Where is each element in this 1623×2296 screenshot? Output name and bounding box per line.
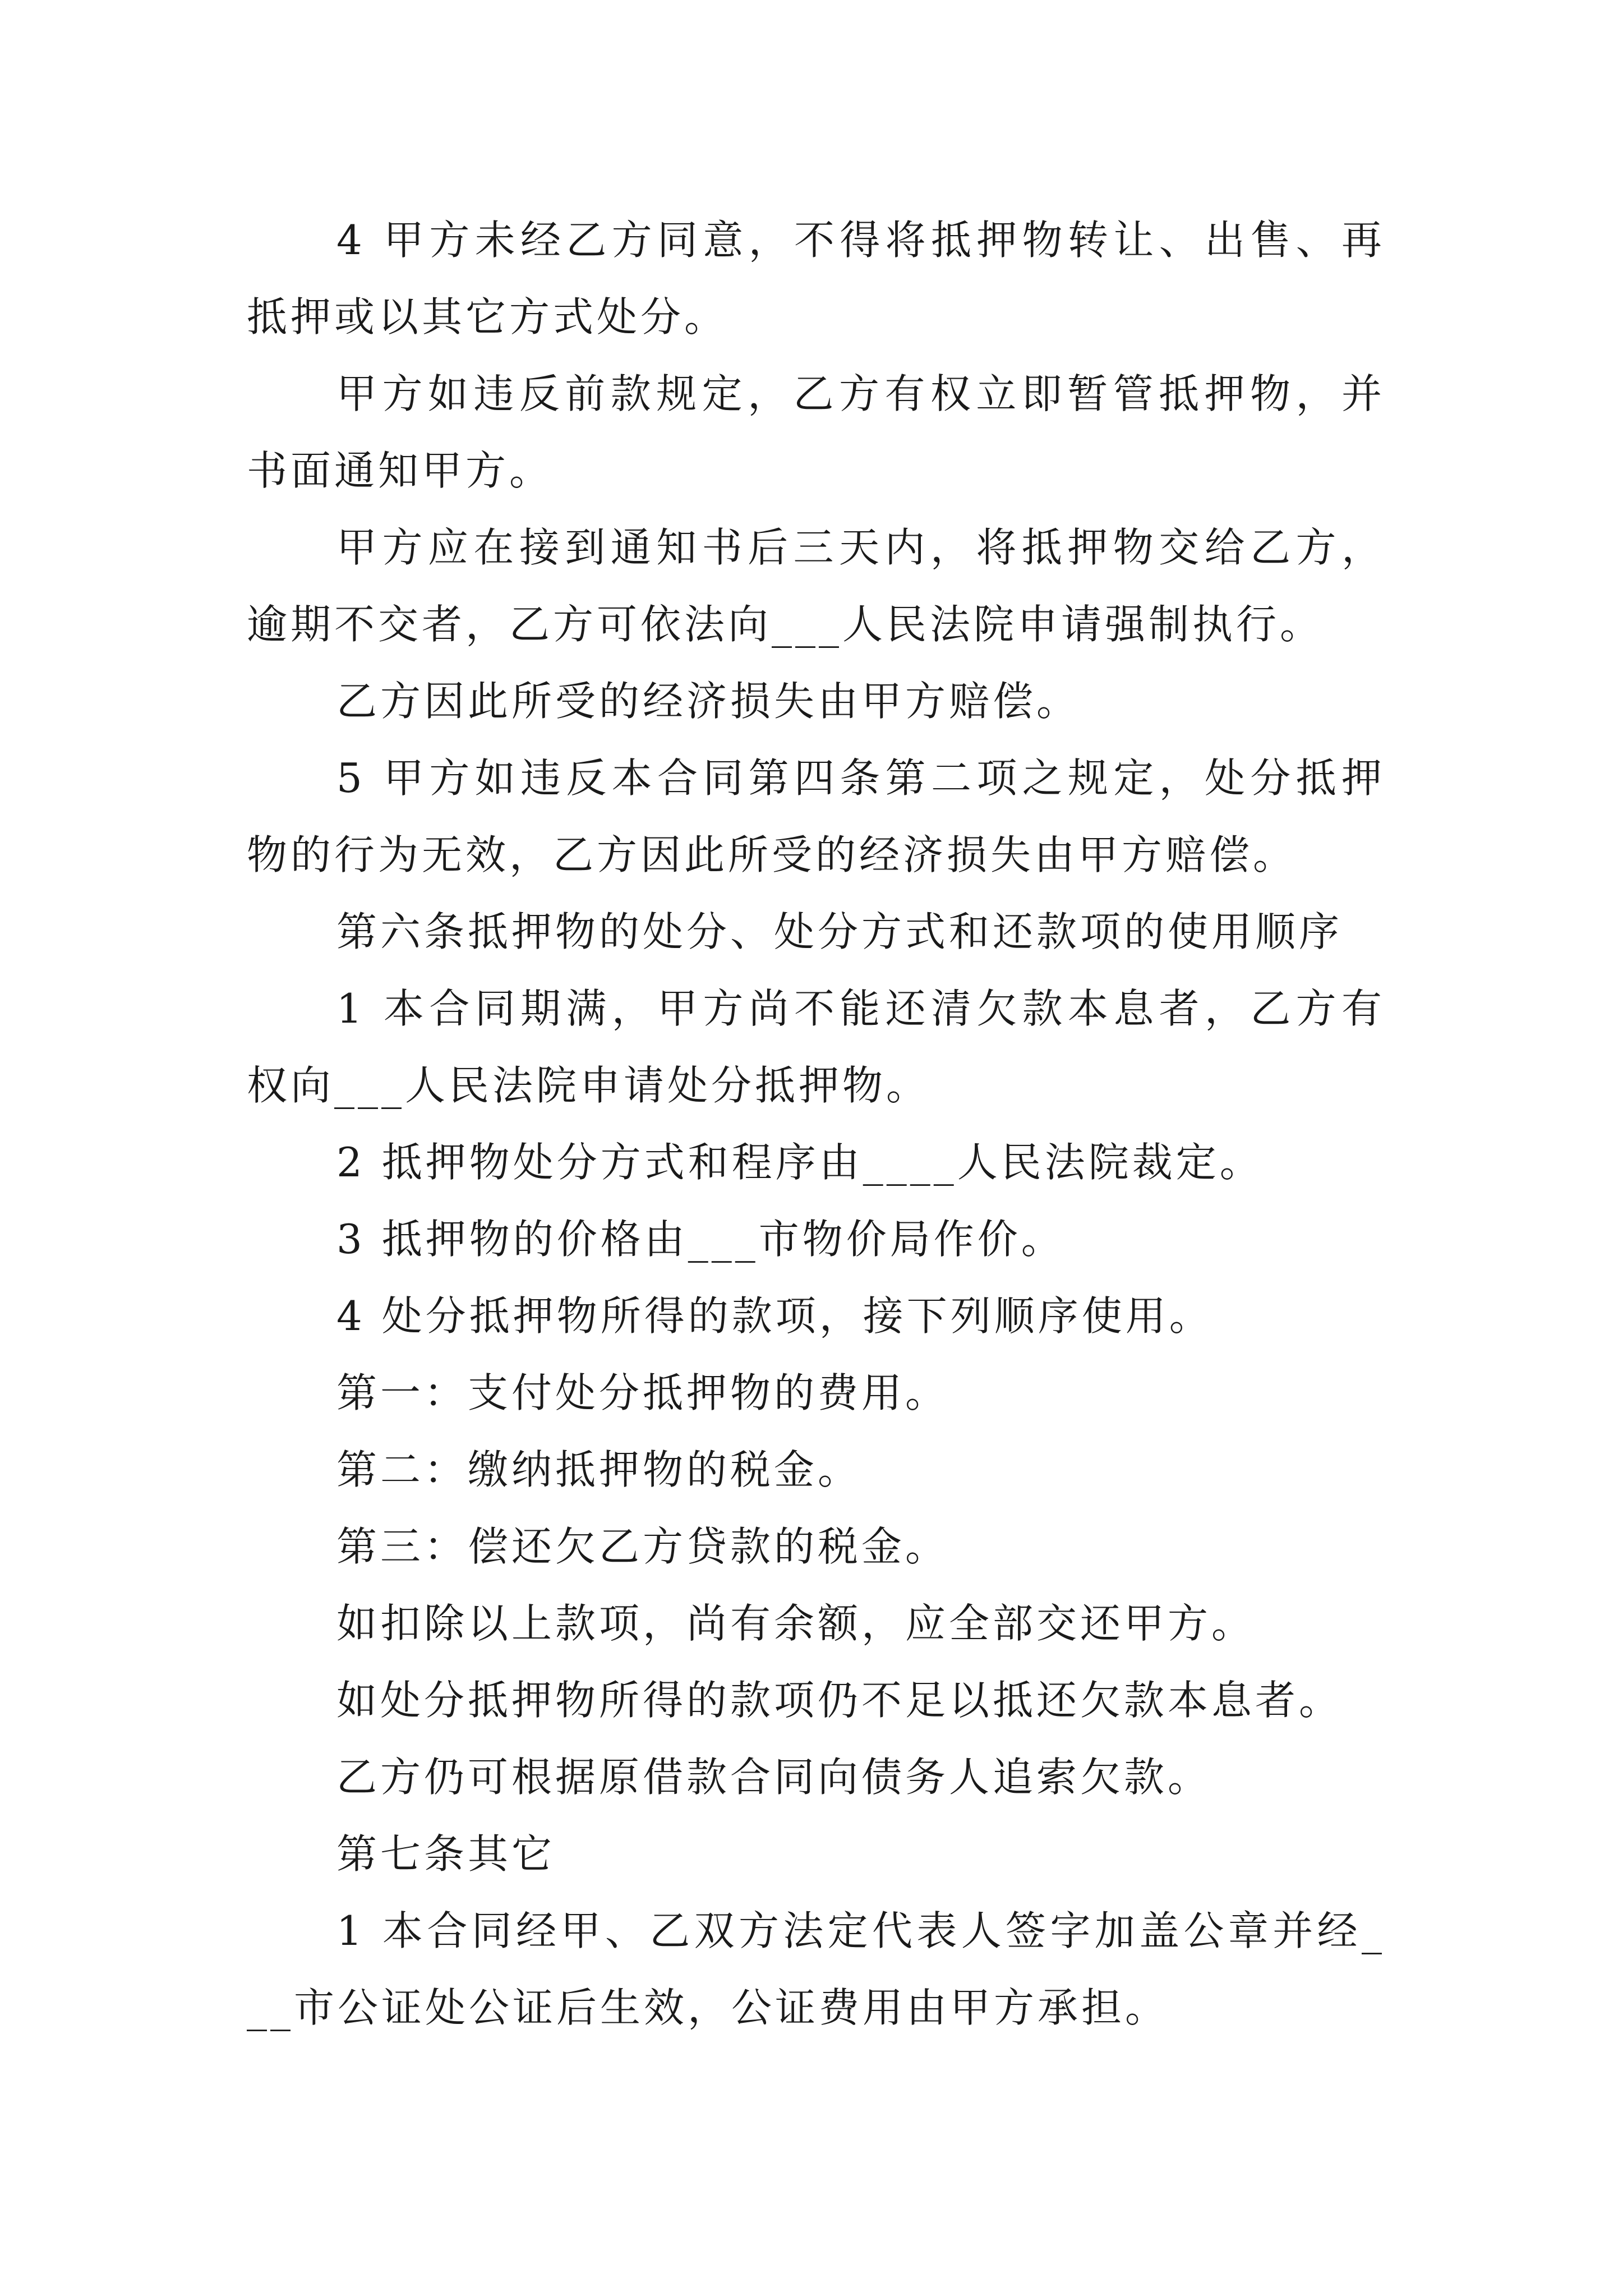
paragraph: 2 抵押物处分方式和程序由____人民法院裁定。	[336, 1139, 1264, 1186]
paragraph: 第一：支付处分抵押物的费用。	[336, 1369, 949, 1416]
paragraph: 第三：偿还欠乙方贷款的税金。	[336, 1523, 949, 1570]
section-heading: 第六条抵押物的处分、处分方式和还款项的使用顺序	[336, 908, 1343, 955]
paragraph: 3 抵押物的价格由___市物价局作价。	[336, 1216, 1065, 1263]
paragraph: 4 处分抵押物所得的款项，接下列顺序使用。	[336, 1292, 1213, 1340]
paragraph: 5 甲方如违反本合同第四条第二项之规定，处分抵押物的行为无效，乙方因此所受的经济损失由甲方赔偿。	[247, 754, 1385, 878]
paragraph: 乙方仍可根据原借款合同向债务人追索欠款。	[336, 1754, 1212, 1801]
paragraph: 1 本合同期满，甲方尚不能还清欠款本息者，乙方有权向___人民法院申请处分抵押物。	[247, 985, 1385, 1109]
paragraph: 第二：缴纳抵押物的税金。	[336, 1446, 862, 1493]
section-heading: 第七条其它	[336, 1830, 556, 1878]
paragraph: 4 甲方未经乙方同意，不得将抵押物转让、出售、再抵押或以其它方式处分。	[247, 217, 1385, 341]
paragraph: 甲方如违反前款规定，乙方有权立即暂管抵押物，并书面通知甲方。	[247, 370, 1385, 494]
paragraph: 如扣除以上款项，尚有余额，应全部交还甲方。	[336, 1600, 1256, 1647]
paragraph: 乙方因此所受的经济损失由甲方赔偿。	[336, 678, 1081, 725]
document-body	[247, 202, 1385, 2046]
paragraph: 1 本合同经甲、乙双方法定代表人签字加盖公章并经___市公证处公证后生效，公证费用由甲方承担。	[247, 1907, 1385, 2031]
paragraph: 甲方应在接到通知书后三天内，将抵押物交给乙方，逾期不交者，乙方可依法向___人民法院申请强制执行。	[247, 524, 1385, 648]
paragraph: 如处分抵押物所得的款项仍不足以抵还欠款本息者。	[336, 1677, 1343, 1724]
